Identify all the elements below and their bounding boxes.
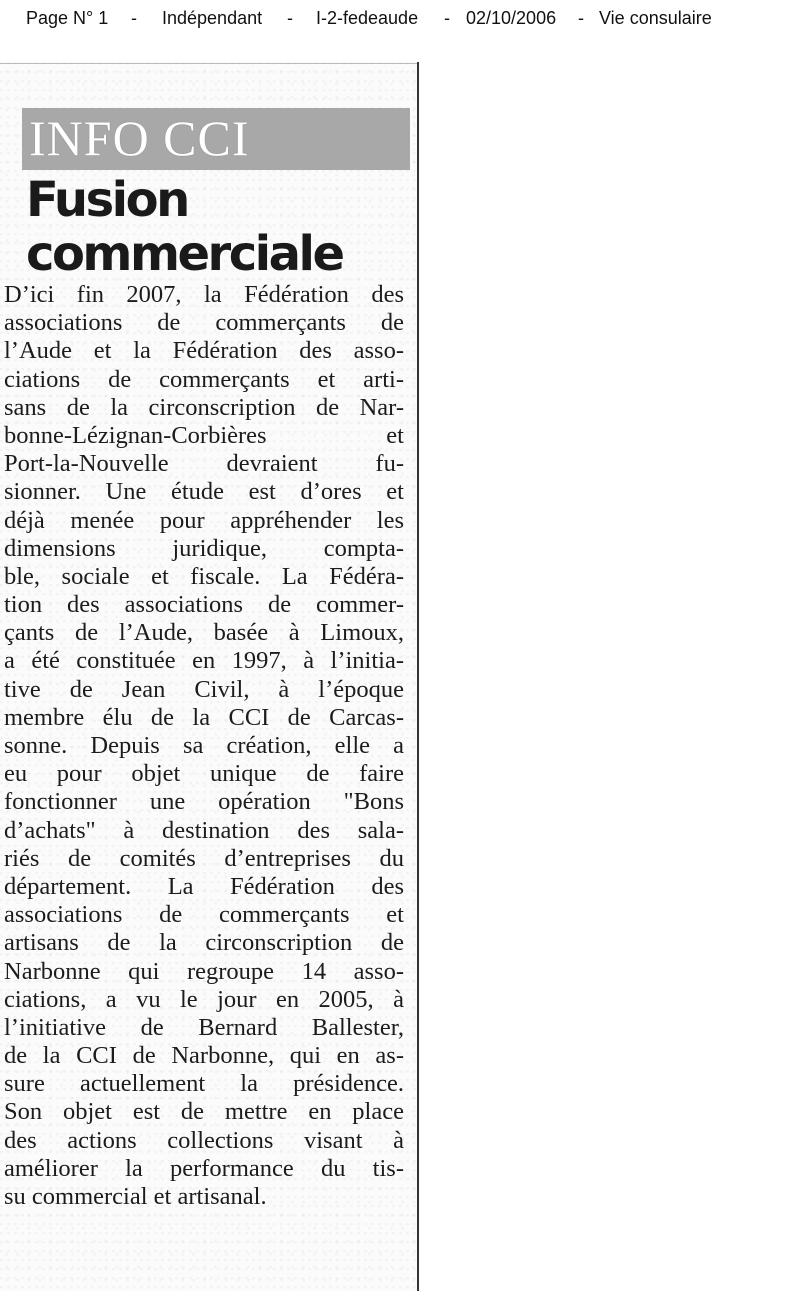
article-body-line: Narbonne qui regroupe 14 asso- xyxy=(4,957,404,985)
article-body-line: améliorer la performance du tis- xyxy=(4,1154,404,1182)
article-body-line: D’ici fin 2007, la Fédération des xyxy=(4,281,404,308)
article-body-line: ciations de commerçants et arti- xyxy=(4,365,404,393)
article-body-line: tion des associations de commer- xyxy=(4,591,404,619)
article-body xyxy=(4,281,404,1211)
headline-line: Fusion xyxy=(26,172,188,228)
article-body-line: bonne-Lézignan-Corbières et xyxy=(4,421,404,449)
document-reference: I-2-fedeaude xyxy=(316,8,419,28)
article-body-line: a été constituée en 1997, à l’initia- xyxy=(4,647,404,675)
page-header xyxy=(0,6,794,32)
section-name: Vie consulaire xyxy=(599,8,712,28)
publication-date: 02/10/2006 xyxy=(466,8,557,28)
article-body-line: ciations, a vu le jour en 2005, à xyxy=(4,985,404,1013)
article-body-line: su commercial et artisanal. xyxy=(4,1183,267,1210)
article-body-line: d’achats" à destination des sala- xyxy=(4,816,404,844)
article-body-line: Son objet est de mettre en place xyxy=(4,1098,404,1126)
article-body-line: sonne. Depuis sa création, elle a xyxy=(4,732,404,759)
article-body-line: dimensions juridique, compta- xyxy=(4,534,404,562)
article-body-line: riés de comités d’entreprises du xyxy=(4,844,404,872)
article-body-line: déjà menée pour appréhender les xyxy=(4,506,404,534)
article-body-line: l’initiative de Bernard Ballester, xyxy=(4,1013,404,1041)
article-body-line: sionner. Une étude est d’ores et xyxy=(4,478,404,506)
article-body-line: çants de l’Aude, basée à Limoux, xyxy=(4,619,404,647)
article-body-line: fonctionner une opération "Bons xyxy=(4,788,404,816)
article-body-line: des actions collections visant à xyxy=(4,1126,404,1154)
article-body-line: l’Aude et la Fédération des asso- xyxy=(4,337,404,365)
header-separator: - xyxy=(444,8,450,28)
article-body-line: ble, sociale et fiscale. La Fédéra- xyxy=(4,562,404,590)
article-body-line: de la CCI de Narbonne, qui en as- xyxy=(4,1042,404,1070)
article-body-line: Port-la-Nouvelle devraient fu- xyxy=(4,450,404,478)
article-body-line: tive de Jean Civil, à l’époque xyxy=(4,675,404,703)
article-body-line: sure actuellement la présidence. xyxy=(4,1070,404,1098)
publication-name: Indépendant xyxy=(162,8,263,28)
headline-line: commerciale xyxy=(26,226,343,282)
article-body-line: membre élu de la CCI de Carcas- xyxy=(4,703,404,731)
header-separator: - xyxy=(131,8,137,28)
page-number: Page N° 1 xyxy=(26,8,109,28)
rubric-title: INFO CCI xyxy=(29,110,250,166)
article-body-line: associations de commerçants de xyxy=(4,309,404,337)
header-separator: - xyxy=(287,8,293,28)
header-separator: - xyxy=(578,8,584,28)
article-body-line: sans de la circonscription de Nar- xyxy=(4,393,404,421)
article-body-line: artisans de la circonscription de xyxy=(4,929,404,957)
article-body-line: eu pour objet unique de faire xyxy=(4,760,404,788)
article-body-line: associations de commerçants et xyxy=(4,901,404,929)
column-rule xyxy=(417,62,419,1291)
article-body-line: département. La Fédération des xyxy=(4,872,404,900)
clipping-top-edge xyxy=(0,63,418,64)
